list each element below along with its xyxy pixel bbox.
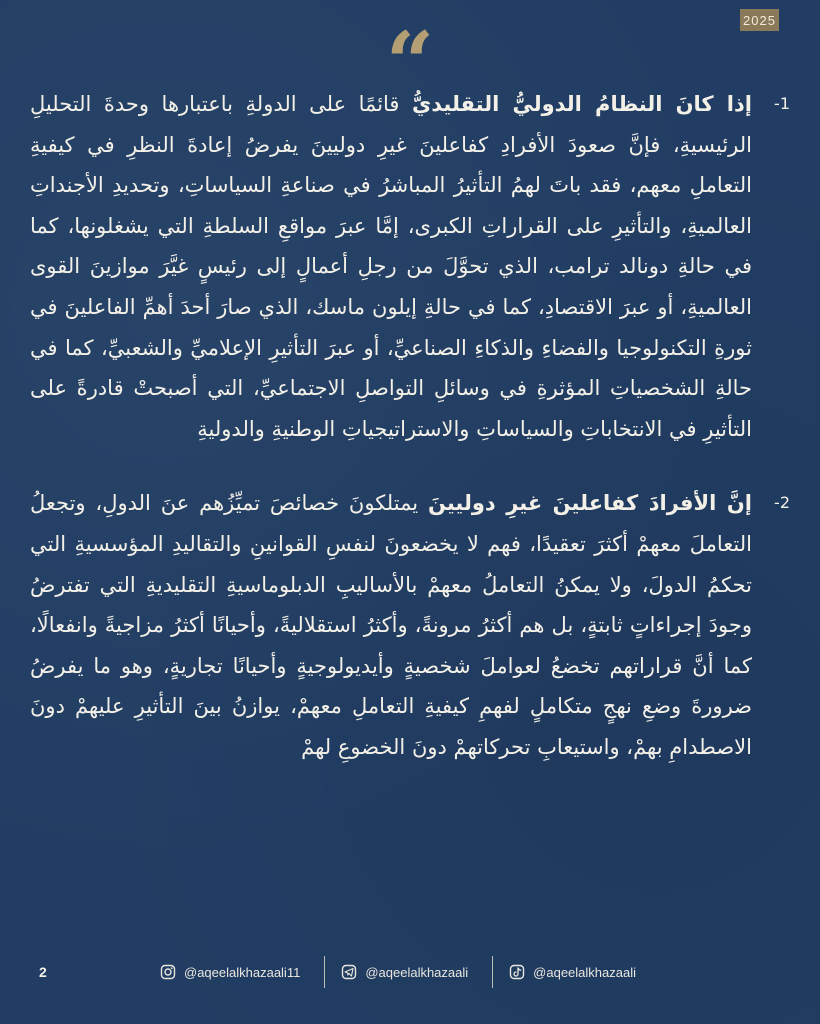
telegram-handle: @aqeelalkhazaali [365, 964, 469, 980]
paragraph-number: -2 [774, 493, 790, 513]
instagram-icon [160, 964, 176, 980]
paragraph-lead: إذا كانَ النظامُ الدوليُّ التقليديُّ [412, 92, 752, 116]
paragraph-lead: إنَّ الأفرادَ كفاعلينَ غيرِ دوليينَ [427, 491, 752, 516]
paragraph-body: يمتلكونَ خصائصَ تميِّزُهم عنَ الدولِ، وتجعلُ التعاملَ معهمْ أكثرَ تعقيدًا، فهم لا يخضعونَ لنفسِ القوانينِ والتقاليدِ المؤسسيةِ التي تحكمُ الدولَ، ولا يمكنُ التعاملُ معهمْ بالأساليبِ الدبلوماسيةِ التقليديةِ التي تفترضُ وجودَ إجراءاتٍ ثابتةٍ، بل هم أكثرُ مرونةً، وأكثرُ استقلاليةً، وأحيانًا أكثرُ مزاجيةً وانفعالًا، كما أنَّ قراراتهم تخضعُ لعواملَ شخصيةٍ وأيديولوجيةٍ وأحيانًا تجاريةٍ، وهو ما يفرضُ ضرورةَ وضعِ نهجٍ متكاملٍ لفهمِ كيفيةِ التعاملِ معهمْ، يوازنُ بينَ التأثيرِ عليهمْ دونَ الاصطدامِ بهمْ، واستيعابِ تحركاتهمْ دونَ الخضوعِ لهمْ [30, 491, 752, 759]
paragraph-number: -1 [774, 94, 790, 113]
instagram-link[interactable] [160, 964, 300, 980]
telegram-icon [341, 964, 357, 980]
social-links [160, 956, 636, 988]
quote-icon: “ [385, 13, 435, 112]
article-body [30, 84, 790, 768]
tiktok-icon [509, 964, 525, 980]
paragraph-2 [30, 483, 790, 767]
paragraph-body: قائمًا على الدولةِ باعتبارها وحدةَ التحليلِ الرئيسيةِ، فإنَّ صعودَ الأفرادِ كفاعلينَ غيرِ دوليينَ يفرضُ إعادةَ النظرِ في كيفيةِ التعاملِ معهم، فقد باتَ لهمُ التأثيرُ المباشرُ في صناعةِ السياساتِ، وتحديدِ الأجنداتِ العالميةِ، والتأثيرِ على القراراتِ الكبرى، إمَّا عبرَ مواقعِ السلطةِ التي يشغلونها، كما في حالةِ دونالد ترامب، الذي تحوَّلَ من رجلِ أعمالٍ إلى رئيسٍ غيَّرَ موازينَ القوى العالميةِ، أو عبرَ الاقتصادِ، كما في حالةِ إيلون ماسك، الذي صارَ أحدَ أهمِّ الفاعلينَ في ثورةِ التكنولوجيا والفضاءِ والذكاءِ الصناعيِّ، أو عبرَ التأثيرِ الإعلاميِّ والشعبيِّ، كما في حالةِ الشخصياتِ المؤثرةِ في وسائلِ التواصلِ الاجتماعيِّ، التي أصبحتْ قادرةً على التأثيرِ في الانتخاباتِ والسياساتِ والاستراتيجياتِ الوطنيةِ والدوليةِ [30, 92, 752, 441]
footer [0, 936, 820, 1024]
paragraph-1 [30, 84, 790, 449]
paragraph-text [30, 84, 790, 449]
year-badge: 2025 [740, 9, 779, 31]
tiktok-handle: @aqeelalkhazaali [533, 964, 636, 980]
divider [324, 956, 325, 988]
divider [492, 956, 493, 988]
paragraph-text [30, 483, 790, 767]
instagram-handle: @aqeelalkhazaali11 [184, 964, 301, 980]
tiktok-link[interactable] [509, 964, 636, 980]
page-number: 2 [39, 964, 47, 980]
telegram-link[interactable] [341, 964, 468, 980]
